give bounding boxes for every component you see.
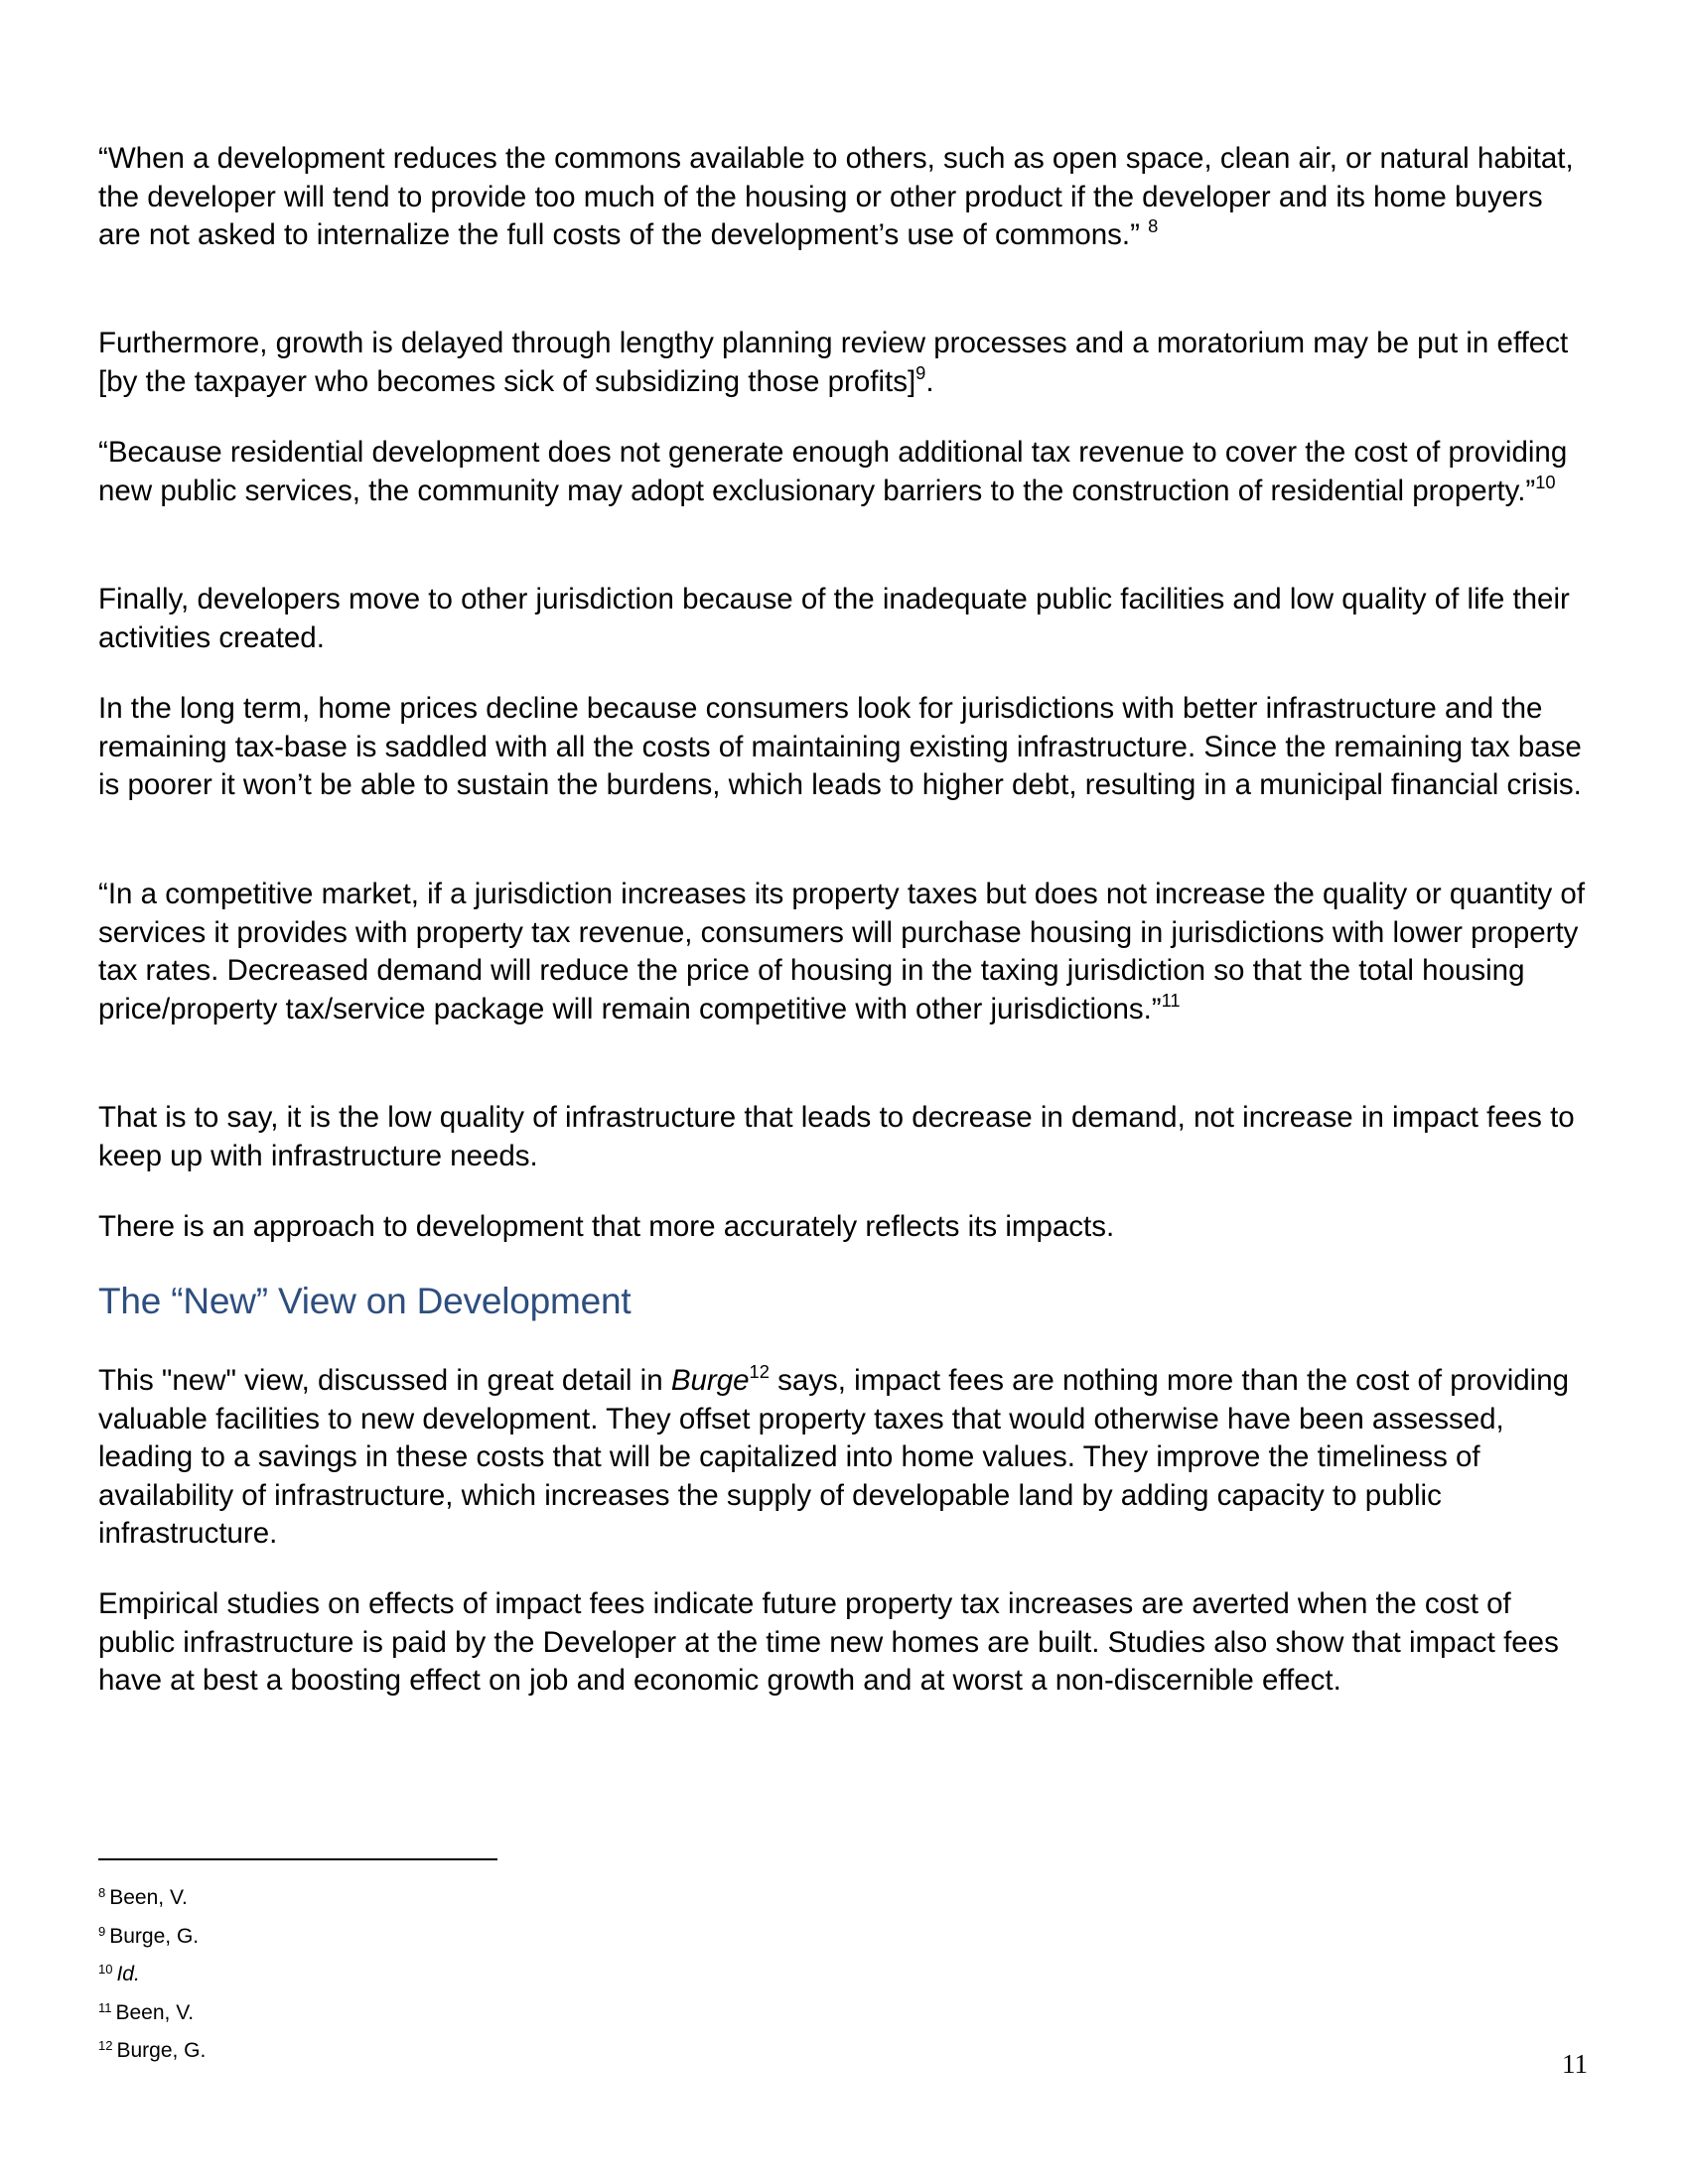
footnote (98, 1915, 206, 1954)
paragraph-low-quality (98, 1099, 1588, 1175)
footnote-text: Id. (116, 1963, 140, 1985)
paragraph-text: “In a competitive market, if a jurisdiction increases its property taxes but does not increase the quality or quantity of services it provides with property tax revenue, consumers will purchase housing in jurisdictions with lower property tax rates. Decreased demand will reduce the price of housing in the taxing jurisdiction so that the total housing price/property tax/service package will remain competitive with other jurisdictions.” (98, 878, 1586, 1025)
paragraph-competitive-market-quote (98, 876, 1588, 1028)
paragraph-text-tail: says, impact fees are nothing more than the cost of providing valuable facilities to new development. They offset property taxes that would otherwise have been assessed, leading to a savings in these costs that will be capitalized into home values. They improve the timeliness of availability of infrastructure, which increases the supply of developable land by adding capacity to public infrastructure. (98, 1364, 1570, 1550)
paragraph-text: There is an approach to development that more accurately reflects its impacts. (98, 1210, 1115, 1243)
footnote-text: Been, V. (115, 2000, 195, 2024)
paragraph-commons-quote (98, 140, 1588, 255)
footnote-ref[interactable]: 10 (1535, 471, 1556, 492)
footnote-ref[interactable]: 8 (1148, 215, 1159, 237)
footnote-separator (98, 1858, 497, 1860)
footnote-text: Burge, G. (116, 2039, 207, 2062)
footnote-ref[interactable]: 9 (915, 361, 926, 383)
paragraph-growth-delayed (98, 325, 1588, 401)
footnote-number: 12 (98, 2038, 113, 2053)
paragraph-text: This "new" view, discussed in great detail in (98, 1364, 671, 1397)
footnote (98, 1876, 206, 1915)
paragraph-text: “When a development reduces the commons available to others, such as open space, clean air, or natural habitat, the developer will tend to provide too much of the housing or other product if the developer and its home buyers are not asked to internalize the full costs of the development’s use of commons.” (98, 142, 1574, 251)
footnote-text: Been, V. (109, 1886, 188, 1909)
paragraph-long-term (98, 690, 1588, 805)
paragraph-approach (98, 1208, 1588, 1247)
citation-italic: Burge (670, 1364, 750, 1397)
paragraph-text: In the long term, home prices decline because consumers look for jurisdictions with better infrastructure and the remaining tax-base is saddled with all the costs of maintaining existing infrastructure. Since the remaining tax base is poorer it won’t be able to sustain the burdens, which leads to higher debt, resulting in a municipal financial crisis. (98, 692, 1582, 801)
paragraph-text: Furthermore, growth is delayed through lengthy planning review processes and a moratorium may be put in effect [by the taxpayer who becomes sick of subsidizing those profits] (98, 327, 1569, 398)
footnote-number: 11 (98, 1999, 112, 2015)
footnote-ref[interactable]: 11 (1161, 989, 1181, 1011)
paragraph-text-tail: . (925, 364, 934, 398)
paragraph-text: That is to say, it is the low quality of infrastructure that leads to decrease in demand, not increase in impact fees to keep up with infrastructure needs. (98, 1101, 1575, 1172)
paragraph-empirical-studies (98, 1585, 1588, 1701)
footnote-ref[interactable]: 12 (749, 1361, 770, 1383)
paragraph-residential-quote (98, 434, 1588, 510)
paragraph-text: “Because residential development does not generate enough additional tax revenue to cover the cost of providing new public services, the community may adopt exclusionary barriers to the construction of residential property.” (98, 436, 1568, 507)
page-number: 11 (1562, 2049, 1588, 2079)
footnote-number: 9 (98, 1923, 106, 1939)
section-heading: The “New” View on Development (98, 1281, 632, 1321)
paragraph-text: Empirical studies on effects of impact fees indicate future property tax increases are averted when the cost of public infrastructure is paid by the Developer at the time new homes are built. Studies also show that impact fees have at best a boosting effect on job and economic growth and at worst a non-discernible effect. (98, 1587, 1559, 1697)
footnote (98, 1991, 206, 2030)
footnote-number: 8 (98, 1885, 106, 1900)
paragraph-developers-move (98, 581, 1588, 657)
footnote-number: 10 (98, 1962, 113, 1977)
footnote (98, 1953, 206, 1991)
footnotes (98, 1876, 206, 2068)
footnote-text: Burge, G. (109, 1924, 200, 1948)
footnote (98, 2029, 206, 2068)
paragraph-new-view (98, 1362, 1588, 1554)
paragraph-text: Finally, developers move to other jurisdiction because of the inadequate public facilities and low quality of life their activities created. (98, 583, 1570, 654)
